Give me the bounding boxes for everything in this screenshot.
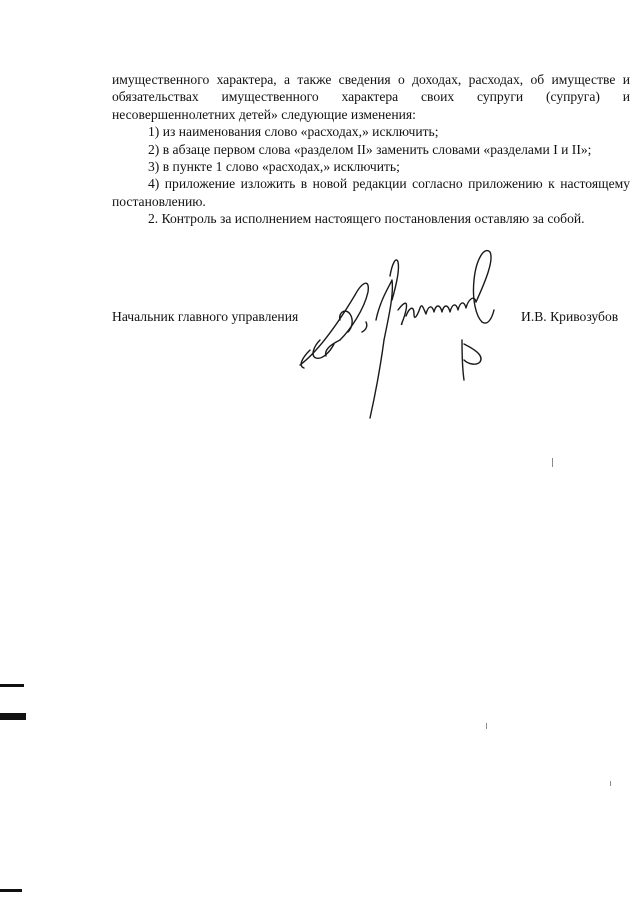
signatory-position: Начальник главного управления [112,309,299,324]
scan-edge-mark [0,713,26,720]
handwritten-signature [280,240,510,430]
scan-speck [486,723,487,729]
paragraph-continuation: имущественного характера, а также сведения о доходах, расходах, об имуществе и обязательствах имущественного характера своих супруги (супруга) и несовершеннолетних детей» следующие изменения: [112,72,630,122]
scan-speck [610,781,611,786]
document-body [112,71,630,228]
paragraph-item-4: 4) приложение изложить в новой редакции согласно приложению к настоящему постановлению. [112,176,630,209]
paragraph-item-2: 2) в абзаце первом слова «разделом II» заменить словами «разделами I и II»; [148,141,592,157]
paragraph-item-3: 3) в пункте 1 слово «расходах,» исключить; [148,159,400,175]
scan-speck [552,458,553,467]
paragraph-item-1: 1) из наименования слово «расходах,» исключить; [148,124,439,140]
scan-edge-mark [0,684,24,687]
signatory-name: И.В. Кривозубов [521,309,619,324]
paragraph-control-clause: 2. Контроль за исполнением настоящего постановления оставляю за собой. [148,211,585,227]
scan-edge-mark [0,889,22,892]
